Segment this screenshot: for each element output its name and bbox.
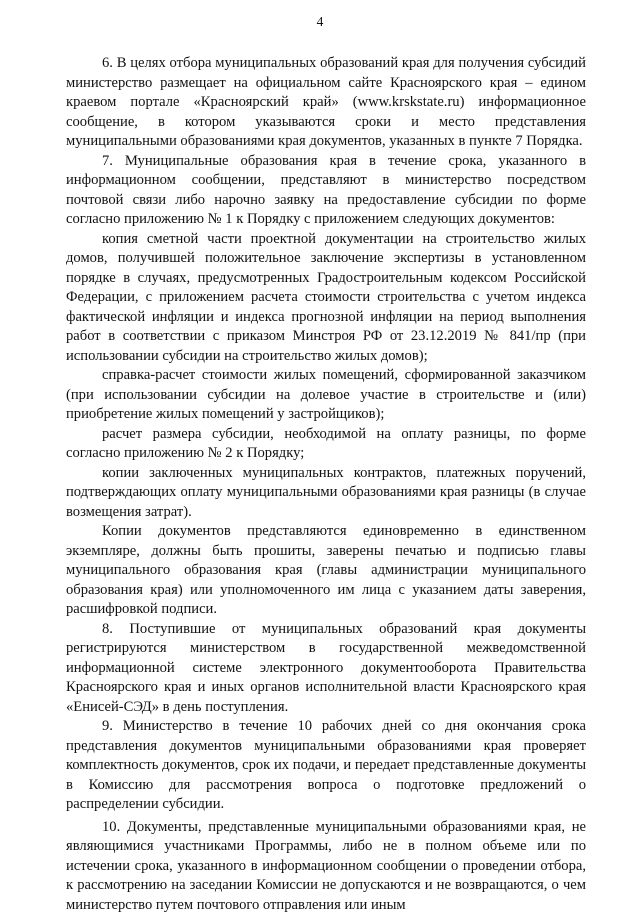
document-body <box>66 54 586 915</box>
paragraph-7: 7. Муниципальные образования края в течение срока, указанного в информационном сообщении, представляют в министерство посредством почтовой связи либо нарочно заявку на предоставление субсидии по форме согласно приложению № 1 к Порядку с приложением следующих документов: <box>66 152 586 230</box>
paragraph-10: 10. Документы, представленные муниципальными образованиями края, не являющимися участниками Программы, либо не в полном объеме или по истечении срока, указанного в информационном сообщении о проведении отбора, к рассмотрению на заседании Комиссии не допускаются и не возвращаются, о чем министерство путем почтового отправления или иным <box>66 818 586 915</box>
paragraph-7-item-subsidy-calculation: расчет размера субсидии, необходимой на оплату разницы, по форме согласно приложению № 2 к Порядку; <box>66 425 586 464</box>
paragraph-copies-requirements: Копии документов представляются единовременно в единственном экземпляре, должны быть прошиты, заверены печатью и подписью главы муниципального образования края (главы администрации муниципального образования края) или уполномоченного им лица с указанием даты заверения, расшифровкой подписи. <box>66 522 586 620</box>
paragraph-6: 6. В целях отбора муниципальных образований края для получения субсидий министерство размещает на официальном сайте Красноярского края – едином краевом портале «Красноярский край» (www.krskstate.ru) информационное сообщение, в котором указываются сроки и место представления муниципальными образованиями края документов, указанных в пункте 7 Порядка. <box>66 54 586 152</box>
paragraph-7-item-cost-certificate: справка-расчет стоимости жилых помещений, сформированной заказчиком (при использовании субсидии на долевое участие в строительстве и (или) приобретение жилых помещений у застройщиков); <box>66 366 586 425</box>
paragraph-9: 9. Министерство в течение 10 рабочих дней со дня окончания срока представления документов муниципальными образованиями края проверяет комплектность документов, срок их подачи, и передает представленные документы в Комиссию для рассмотрения вопроса о подготовке предложений о распределении субсидии. <box>66 717 586 815</box>
paragraph-7-item-estimate: копия сметной части проектной документации на строительство жилых домов, получившей положительное заключение экспертизы в установленном порядке в случаях, предусмотренных Градостроительным кодексом Российской Федерации, с приложением расчета стоимости строительства с учетом индекса фактической инфляции и индекса прогнозной инфляции на период выполнения работ в соответствии с приказом Минстроя РФ от 23.12.2019 № 841/пр (при использовании субсидии на строительство жилых домов); <box>66 230 586 367</box>
paragraph-8: 8. Поступившие от муниципальных образований края документы регистрируются министерством в государственной межведомственной информационной системе электронного документооборота Правительства Красноярского края и иных органов исполнительной власти Красноярского края «Енисей-СЭД» в день поступления. <box>66 620 586 718</box>
page-number: 4 <box>0 14 640 30</box>
paragraph-7-item-contracts: копии заключенных муниципальных контрактов, платежных поручений, подтверждающих оплату муниципальными образованиями края разницы (в случае возмещения затрат). <box>66 464 586 523</box>
